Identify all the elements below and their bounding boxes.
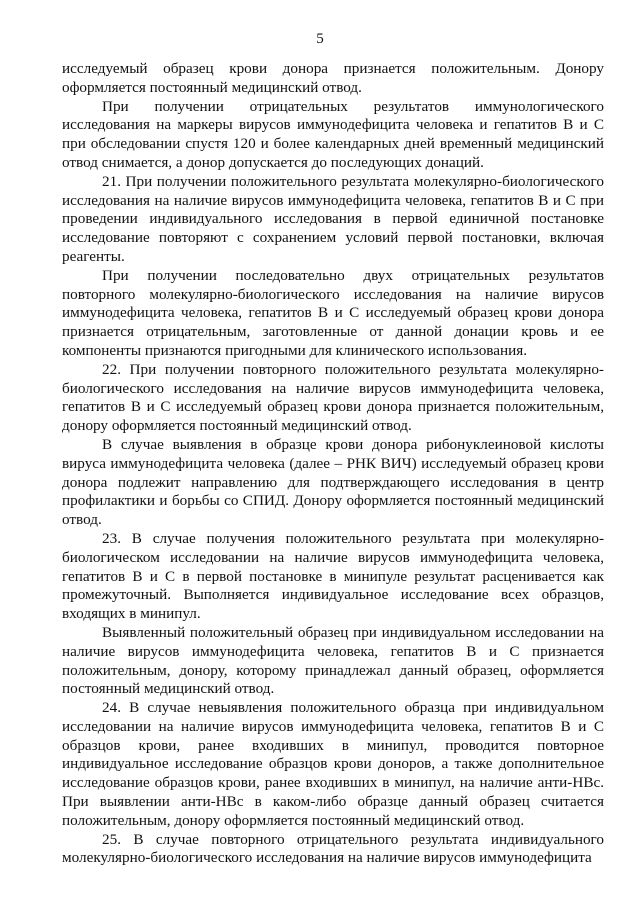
document-body	[62, 60, 604, 868]
paragraph: В случае выявления в образце крови донора рибонуклеиновой кислоты вируса иммунодефицита человека (далее – РНК ВИЧ) исследуемый образец крови донора подлежит направлению для подтверждающего исследования в центр профилактики и борьбы со СПИД. Донору оформляется постоянный медицинский отвод.	[62, 435, 604, 529]
paragraph-item-21: 21. При получении положительного результата молекулярно-биологического исследования на наличие вирусов иммунодефицита человека, гепатитов В и С при проведении индивидуального исследования в первой единичной постановке исследование повторяют с сохранением условий первой постановки, включая реагенты.	[62, 172, 604, 265]
paragraph-item-24: 24. В случае невыявления положительного образца при индивидуальном исследовании на наличие вирусов иммунодефицита человека, гепатитов В и С образцов крови, ранее входивших в минипул, проводится повторное индивидуальное исследование образцов крови доноров, а также дополнительное исследование образцов крови, ранее входивших в минипул, на наличие анти-HBc. При выявлении анти-HBc в каком-либо образце данный образец считается положительным, донору оформляется постоянный медицинский отвод.	[62, 699, 604, 829]
paragraph-item-25: 25. В случае повторного отрицательного результата индивидуального молекулярно-биологического исследования на наличие вирусов иммунодефицита	[62, 830, 604, 867]
paragraph: При получении последовательно двух отрицательных результатов повторного молекулярно-биологического исследования на наличие вирусов иммунодефицита человека, гепатитов В и С исследуемый образец крови донора признается отрицательным, заготовленные от данной донации кровь и ее компоненты признаются пригодными для клинического использования.	[62, 266, 604, 359]
paragraph: При получении отрицательных результатов иммунологического исследования на маркеры вирусов иммунодефицита человека и гепатитов В и С при обследовании спустя 120 и более календарных дней временный медицинский отвод снимается, а донор допускается до последующих донаций.	[62, 97, 604, 171]
paragraph-item-22: 22. При получении повторного положительного результата молекулярно-биологического исследования на наличие вирусов иммунодефицита человека, гепатитов В и С исследуемый образец крови донора признается положительным, донору оформляется постоянный медицинский отвод.	[62, 360, 604, 435]
paragraph: Выявленный положительный образец при индивидуальном исследовании на наличие вирусов иммунодефицита человека, гепатитов В и С признается положительным, донору, которому принадлежал данный образец, оформляется постоянный медицинский отвод.	[62, 623, 604, 698]
paragraph-item-23: 23. В случае получения положительного результата при молекулярно-биологическом исследовании на наличие вирусов иммунодефицита человека, гепатитов В и С в первой постановке в минипуле результат расценивается как промежуточный. Выполняется индивидуальное исследование всех образцов, входящих в минипул.	[62, 529, 604, 623]
page-number: 5	[316, 31, 324, 47]
paragraph-continuation: исследуемый образец крови донора признается положительным. Донору оформляется постоянный медицинский отвод.	[62, 60, 604, 96]
